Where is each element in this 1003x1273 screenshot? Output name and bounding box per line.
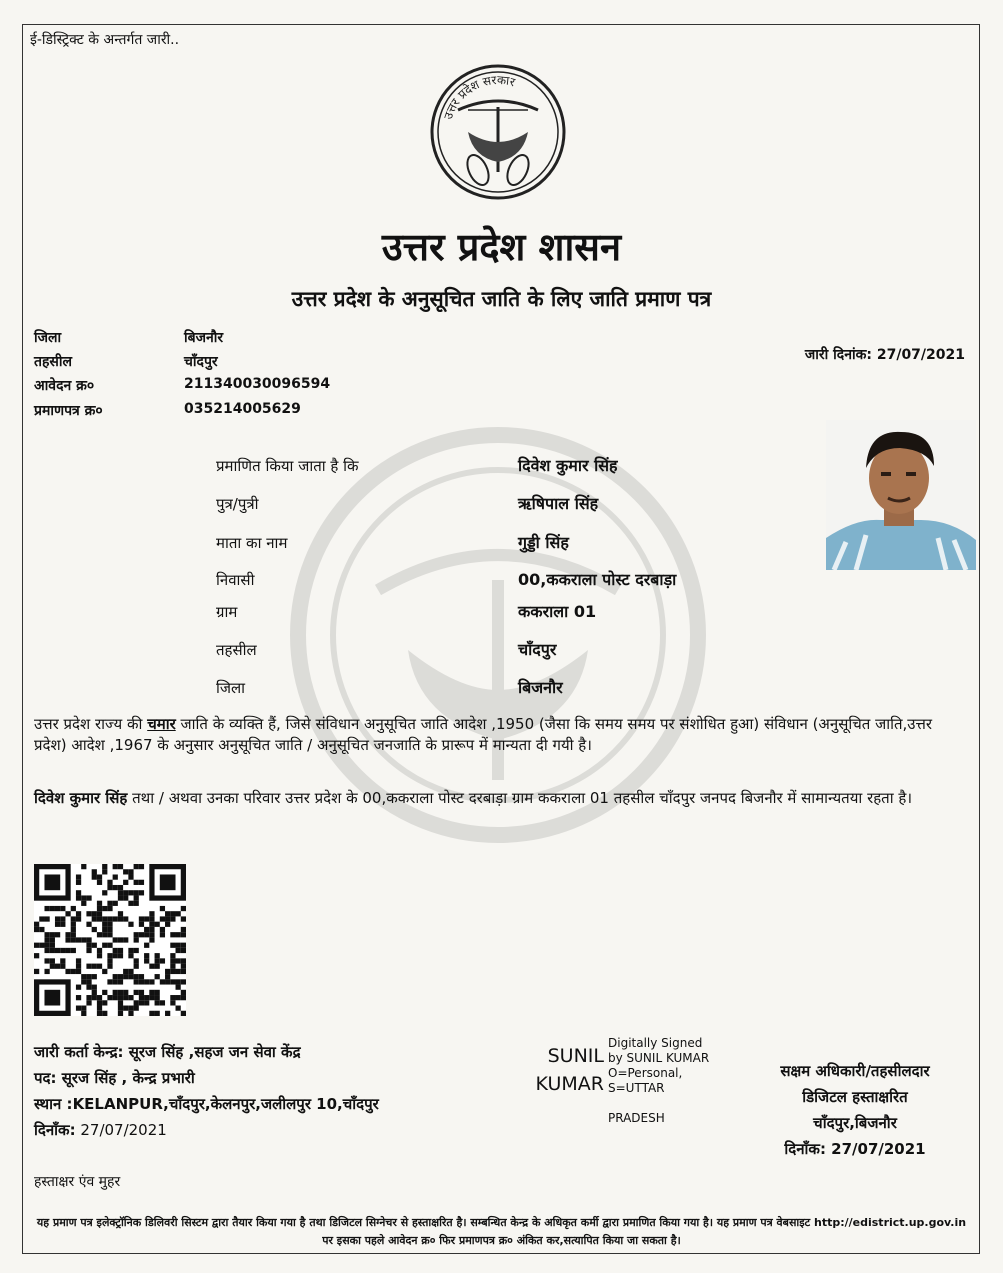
up-government-emblem	[428, 62, 568, 202]
tehsil-label: तहसील	[34, 354, 72, 370]
caste-name: चमार	[147, 715, 176, 733]
field-label-certified: प्रमाणित किया जाता है कि	[216, 457, 359, 475]
certificate-number-label: प्रमाणपत्र क्र०	[34, 403, 103, 419]
tehsil-value: चाँदपुर	[184, 354, 218, 370]
para-pre: उत्तर प्रदेश राज्य की	[34, 715, 148, 733]
field-label-mother: माता का नाम	[216, 534, 288, 552]
field-label-district: जिला	[216, 679, 246, 697]
certificate-number-value: 035214005629	[184, 401, 301, 417]
field-label-resident: निवासी	[216, 571, 255, 589]
digital-signer-name	[516, 1042, 604, 1098]
issuing-center	[34, 1042, 301, 1062]
field-value-village: ककराला 01	[518, 602, 597, 621]
field-value-resident: 00,ककराला पोस्ट दरबाड़ा	[518, 570, 677, 589]
sig-line: O=Personal,	[608, 1066, 683, 1080]
authority-location: चाँदपुर,बिजनौर	[813, 1114, 897, 1132]
issuer-date	[34, 1120, 167, 1140]
top-note: ई-डिस्ट्रिक्ट के अन्तर्गत जारी..	[30, 32, 180, 48]
application-number-label: आवेदन क्र०	[34, 378, 95, 394]
field-label-tehsil: तहसील	[216, 641, 257, 659]
page-title: उत्तर प्रदेश शासन	[381, 225, 622, 269]
issue-date: जारी दिनांक: 27/07/2021	[804, 347, 965, 363]
emblem-text: उत्तर प्रदेश सरकार	[440, 72, 517, 122]
authority-digital: डिजिटल हस्ताक्षरित	[802, 1088, 908, 1106]
svg-text:उत्तर प्रदेश सरकार	[441, 73, 518, 121]
field-value-tehsil: चाँदपुर	[518, 640, 557, 659]
issuing-center-value: सूरज सिंह ,सहज जन सेवा केंद्र	[123, 1043, 301, 1061]
field-value-mother: गुड्डी सिंह	[518, 533, 569, 552]
qr-code	[34, 864, 186, 1016]
field-value-name: दिवेश कुमार सिंह	[518, 456, 618, 475]
sig-line: S=UTTAR	[608, 1081, 665, 1095]
application-number-value: 211340030096594	[184, 376, 331, 392]
caste-paragraph	[34, 714, 969, 756]
para-post: जाति के व्यक्ति हैं, जिसे संविधान अनुसूचित जाति आदेश ,1950 (जैसा कि समय समय पर संशोधित हुआ) संविधान (अनुसूचित जाति,उत्तर प्रदेश) आदेश ,1967 के अनुसार अनुसूचित जाति / अनुसूचित जनजाति के प्रारूप में मान्यता दी गयी है।	[34, 715, 933, 754]
authority-date: दिनाँक: 27/07/2021	[784, 1140, 926, 1158]
issuer-date-label: दिनाँक:	[34, 1121, 76, 1139]
field-label-village: ग्राम	[216, 603, 238, 621]
field-value-father: ऋषिपाल सिंह	[518, 494, 599, 513]
issuer-place-label: स्थान :	[34, 1095, 73, 1113]
signer-last-name: KUMAR	[535, 1073, 604, 1095]
footer-note: यह प्रमाण पत्र इलेक्ट्रॉनिक डिलिवरी सिस्टम द्वारा तैयार किया गया है तथा डिजिटल सिग्नेचर से हस्ताक्षरित है। सम्बन्धित केन्द्र के अधिकृत कर्मी द्वारा प्रमाणित किया गया है। यह प्रमाण पत्र वेबसाइट http://edistrict.up.gov.in पर इसका पहले आवेदन क्र० फिर प्रमाणपत्र क्र० अंकित कर,सत्यापित किया जा सकता है।	[36, 1216, 967, 1247]
page-subtitle: उत्तर प्रदेश के अनुसूचित जाति के लिए जाति प्रमाण पत्र	[291, 287, 712, 311]
signer-first-name: SUNIL	[547, 1045, 604, 1067]
district-label: जिला	[34, 330, 62, 346]
field-label-son-daughter: पुत्र/पुत्री	[216, 495, 259, 513]
sig-line: Digitally Signed	[608, 1036, 703, 1050]
residence-name: दिवेश कुमार सिंह	[34, 789, 128, 807]
residence-text: तथा / अथवा उनका परिवार उत्तर प्रदेश के 00,ककराला पोस्ट दरबाड़ा ग्राम ककराला 01 तहसील चाँदपुर जनपद बिजनौर में सामान्यतया रहता है।	[127, 789, 913, 807]
issuer-place	[34, 1094, 379, 1114]
sig-line: by SUNIL KUMAR	[608, 1051, 710, 1065]
district-value: बिजनौर	[184, 330, 224, 346]
issuer-post-value: सूरज सिंह , केन्द्र प्रभारी	[56, 1069, 195, 1087]
issuer-post-label: पद:	[34, 1069, 57, 1087]
issuing-center-label: जारी कर्ता केन्द्र:	[34, 1043, 124, 1061]
authority-title: सक्षम अधिकारी/तहसीलदार	[780, 1062, 930, 1080]
sig-spacer	[608, 1096, 709, 1111]
signature-and-seal: हस्ताक्षर एंव मुहर	[34, 1174, 121, 1190]
sig-line: PRADESH	[608, 1111, 665, 1125]
residence-paragraph	[34, 788, 969, 809]
issuer-place-value: KELANPUR,चाँदपुर,केलनपुर,जलीलपुर 10,चाँदपुर	[72, 1095, 379, 1113]
field-value-district: बिजनौर	[518, 678, 563, 697]
digital-signature-details	[608, 1036, 709, 1126]
issuer-post	[34, 1068, 195, 1088]
issuer-date-value: 27/07/2021	[75, 1121, 167, 1139]
applicant-photo	[826, 420, 976, 570]
